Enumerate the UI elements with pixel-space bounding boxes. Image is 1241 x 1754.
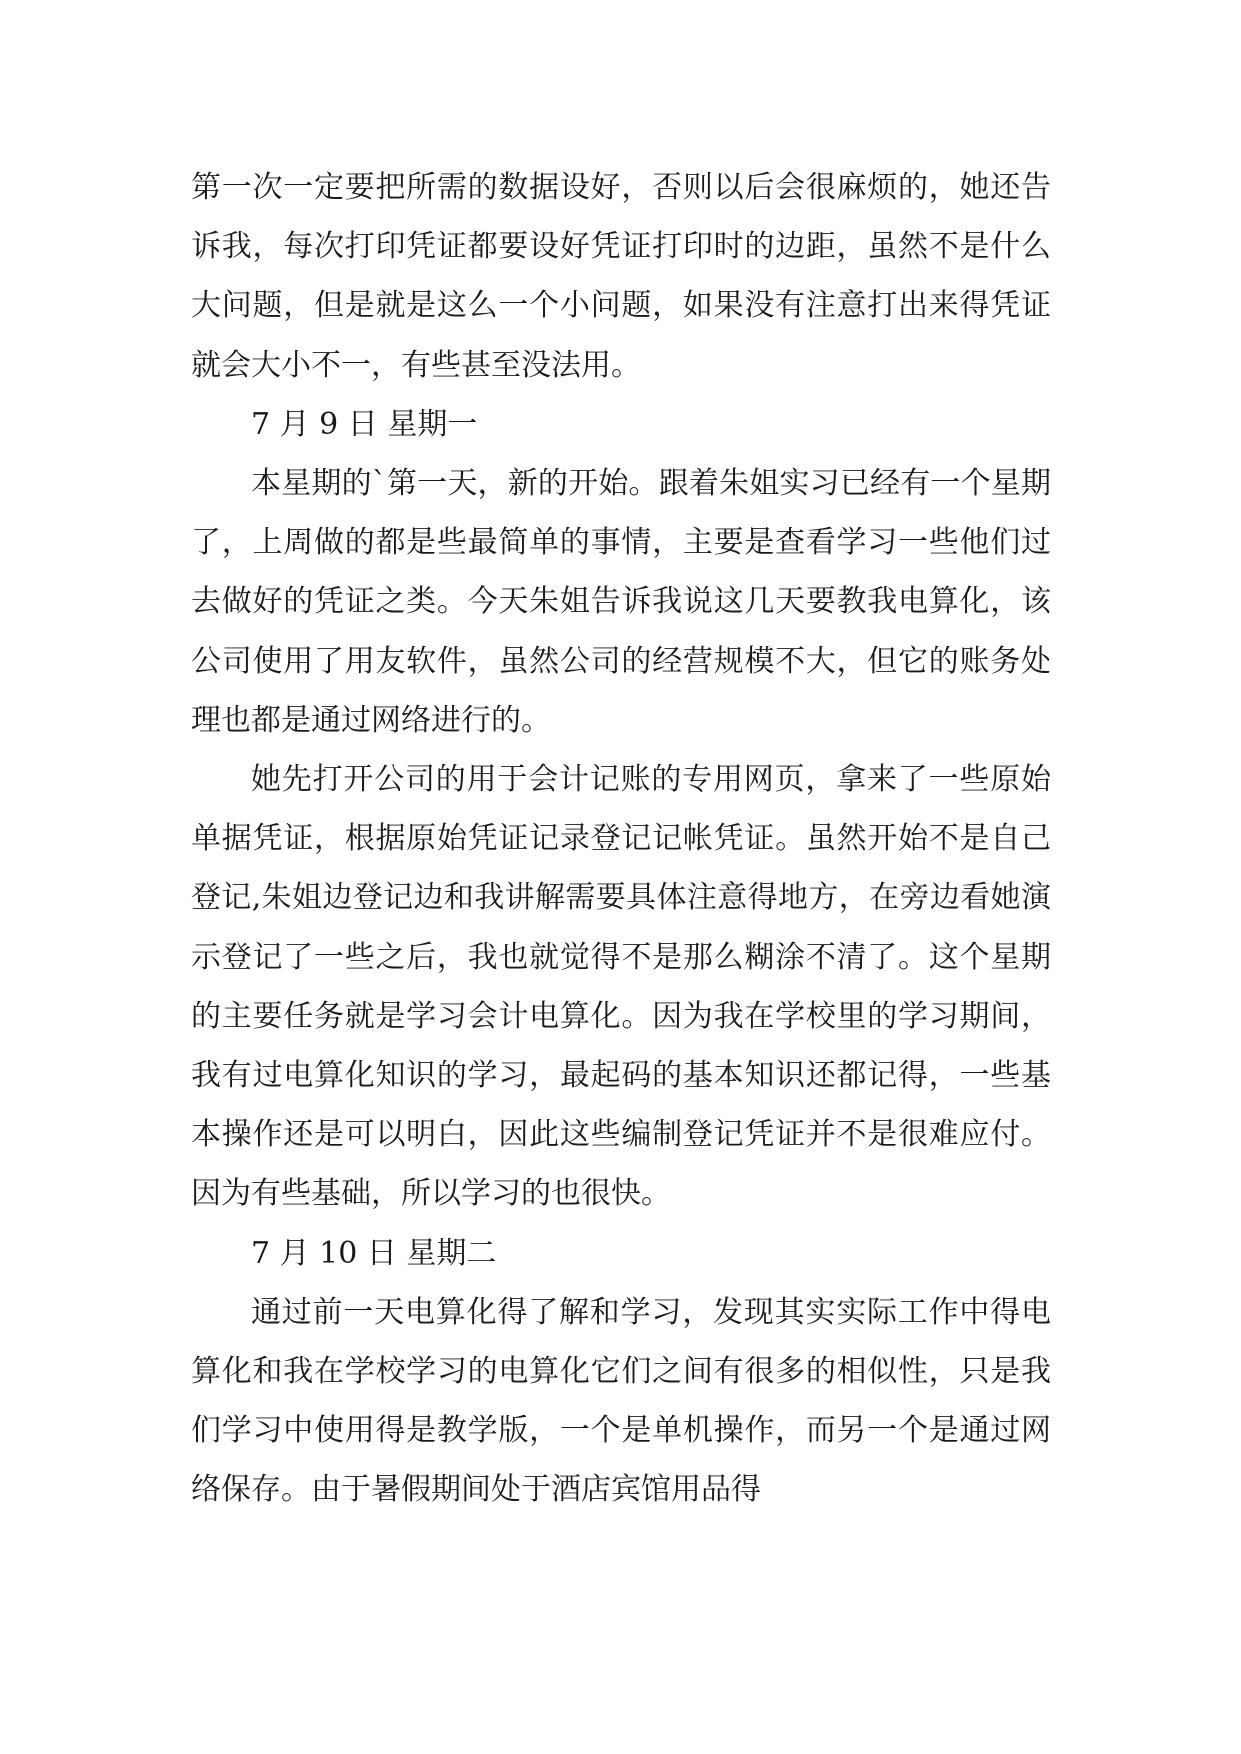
paragraph-accounting-webpage: 她先打开公司的用于会计记账的专用网页，拿来了一些原始单据凭证，根据原始凭证记录登记记帐凭证。虽然开始不是自己登记,朱姐边登记边和我讲解需要具体注意得地方，在旁边看她演示登记了一些之后，我也就觉得不是那么糊涂不清了。这个星期的主要任务就是学习会计电算化。因为我在学校里的学习期间，我有过电算化知识的学习，最起码的基本知识还都记得，一些基本操作还是可以明白，因此这些编制登记凭证并不是很难应付。因为有些基础，所以学习的也很快。 — [191, 762, 1051, 1212]
paragraph-continued: 第一次一定要把所需的数据设好，否则以后会很麻烦的，她还告诉我，每次打印凭证都要设好凭证打印时的边距，虽然不是什么大问题，但是就是这么一个小问题，如果没有注意打出来得凭证就会大小不一，有些甚至没法用。 — [191, 170, 1051, 383]
paragraph-computerized-accounting: 通过前一天电算化得了解和学习，发现其实实际工作中得电算化和我在学校学习的电算化它们之间有很多的相似性，只是我们学习中使用得是教学版，一个是单机操作，而另一个是通过网络保存。由于暑假期间处于酒店宾馆用品得 — [191, 1294, 1051, 1508]
paragraph-first-day: 本星期的`第一天，新的开始。跟着朱姐实习已经有一个星期了，上周做的都是些最简单的事情，主要是查看学习一些他们过去做好的凭证之类。今天朱姐告诉我说这几天要教我电算化，该公司使用了用友软件，虽然公司的经营规模不大，但它的账务处理也都是通过网络进行的。 — [191, 466, 1051, 738]
date-heading-july-10: 7 月 10 日 星期二 — [251, 1235, 497, 1271]
document-page — [191, 158, 1051, 1520]
date-heading-july-9: 7 月 9 日 星期一 — [251, 406, 478, 442]
